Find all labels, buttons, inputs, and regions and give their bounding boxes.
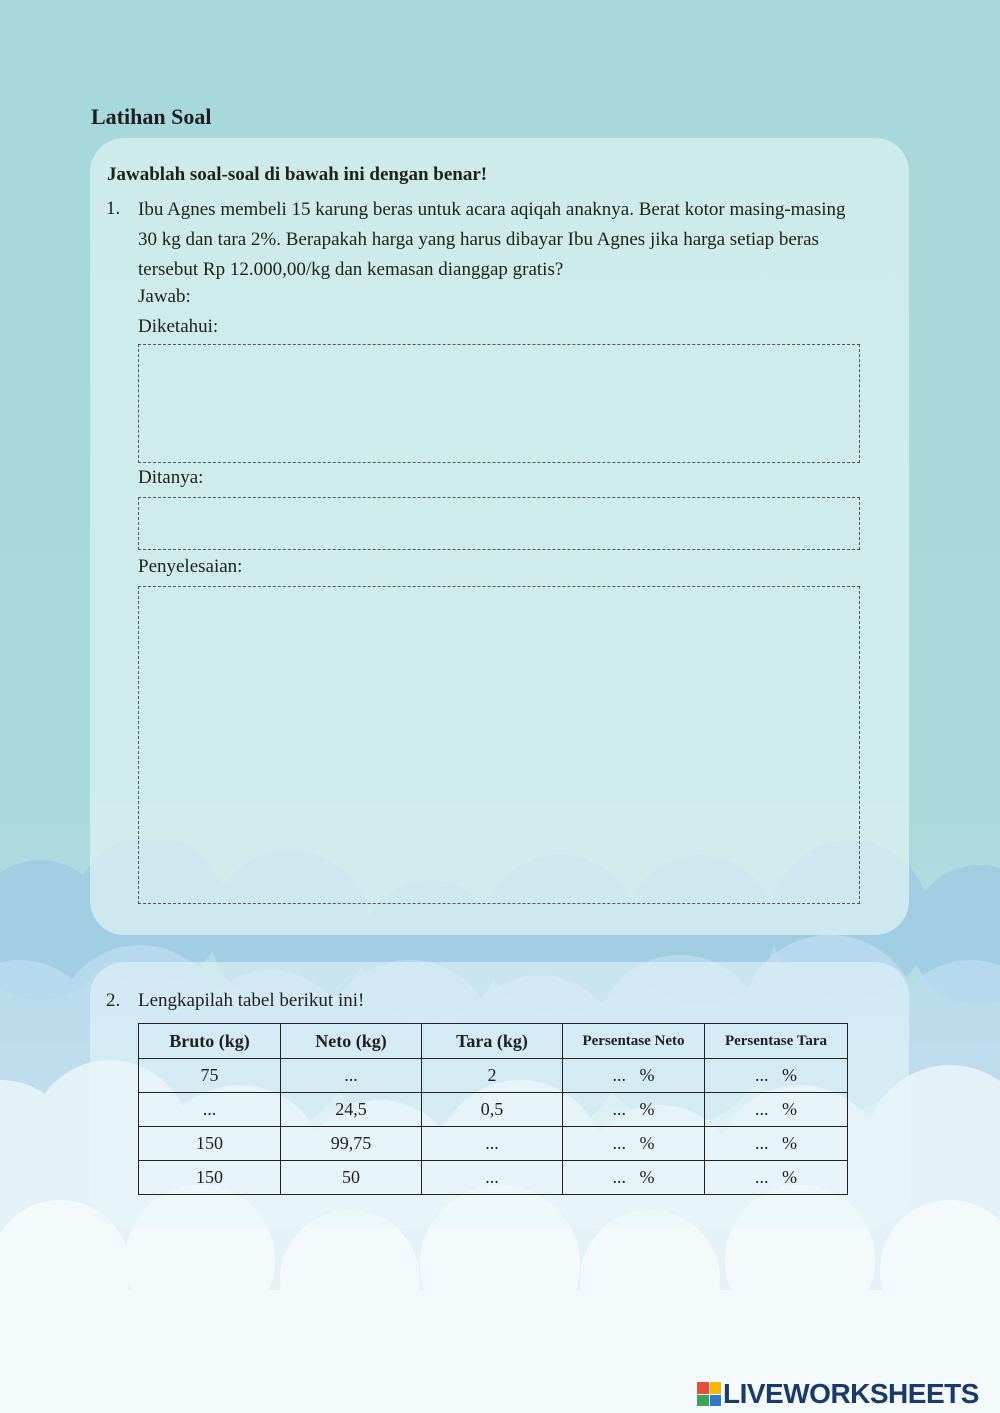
- question-1-text: Ibu Agnes membeli 15 karung beras untuk acara aqiqah anaknya. Berat kotor masing-masing 30 kg dan tara 2%. Berapakah harga yang harus dibayar Ibu Agnes jika harga setiap beras tersebut Rp 12.000,00/kg dan kemasan dianggap gratis?: [138, 199, 846, 280]
- table-row: [139, 1093, 848, 1127]
- solution-answer-box[interactable]: [138, 586, 860, 904]
- table-cell-input[interactable]: ... %: [705, 1059, 848, 1093]
- known-answer-box[interactable]: [138, 344, 860, 463]
- question-2-text: Lengkapilah tabel berikut ini!: [138, 990, 365, 1011]
- table-cell-input[interactable]: ... %: [563, 1093, 705, 1127]
- asked-label: Ditanya:: [138, 467, 204, 488]
- table-header-row: [139, 1024, 848, 1059]
- table-cell-input[interactable]: ...: [422, 1127, 563, 1161]
- liveworksheets-logo: [697, 1379, 979, 1409]
- asked-answer-box[interactable]: [138, 497, 860, 550]
- table-cell-input[interactable]: ... %: [563, 1127, 705, 1161]
- table-cell: 150: [139, 1127, 281, 1161]
- table-cell-input[interactable]: ...: [422, 1161, 563, 1195]
- table-cell: 50: [281, 1161, 422, 1195]
- question-2-number: 2.: [106, 990, 121, 1011]
- table-row: [139, 1161, 848, 1195]
- instruction-text: Jawablah soal-soal di bawah ini dengan benar!: [107, 164, 488, 185]
- header-neto: Neto (kg): [281, 1024, 422, 1059]
- table-row: [139, 1059, 848, 1093]
- table-cell-input[interactable]: ...: [281, 1059, 422, 1093]
- header-bruto: Bruto (kg): [139, 1024, 281, 1059]
- table-cell: 0,5: [422, 1093, 563, 1127]
- answer-label: Jawab:: [138, 286, 191, 307]
- table-cell: 75: [139, 1059, 281, 1093]
- table-cell: 150: [139, 1161, 281, 1195]
- table-cell: 2: [422, 1059, 563, 1093]
- bruto-neto-tara-table: [138, 1023, 848, 1195]
- table-cell: 24,5: [281, 1093, 422, 1127]
- solution-label: Penyelesaian:: [138, 556, 243, 577]
- table-cell: 99,75: [281, 1127, 422, 1161]
- header-persentase-neto: Persentase Neto: [563, 1024, 705, 1059]
- known-label: Diketahui:: [138, 316, 219, 337]
- table-cell-input[interactable]: ... %: [705, 1127, 848, 1161]
- header-tara: Tara (kg): [422, 1024, 563, 1059]
- header-persentase-tara: Persentase Tara: [705, 1024, 848, 1059]
- table-cell-input[interactable]: ... %: [563, 1161, 705, 1195]
- table-cell-input[interactable]: ... %: [705, 1161, 848, 1195]
- question-1-number: 1.: [106, 198, 121, 219]
- liveworksheets-logo-icon: [697, 1382, 721, 1406]
- table-cell-input[interactable]: ...: [139, 1093, 281, 1127]
- page-title: Latihan Soal: [91, 104, 212, 129]
- table-cell-input[interactable]: ... %: [705, 1093, 848, 1127]
- liveworksheets-logo-text: LIVEWORKSHEETS: [723, 1378, 979, 1409]
- table-cell-input[interactable]: ... %: [563, 1059, 705, 1093]
- table-row: [139, 1127, 848, 1161]
